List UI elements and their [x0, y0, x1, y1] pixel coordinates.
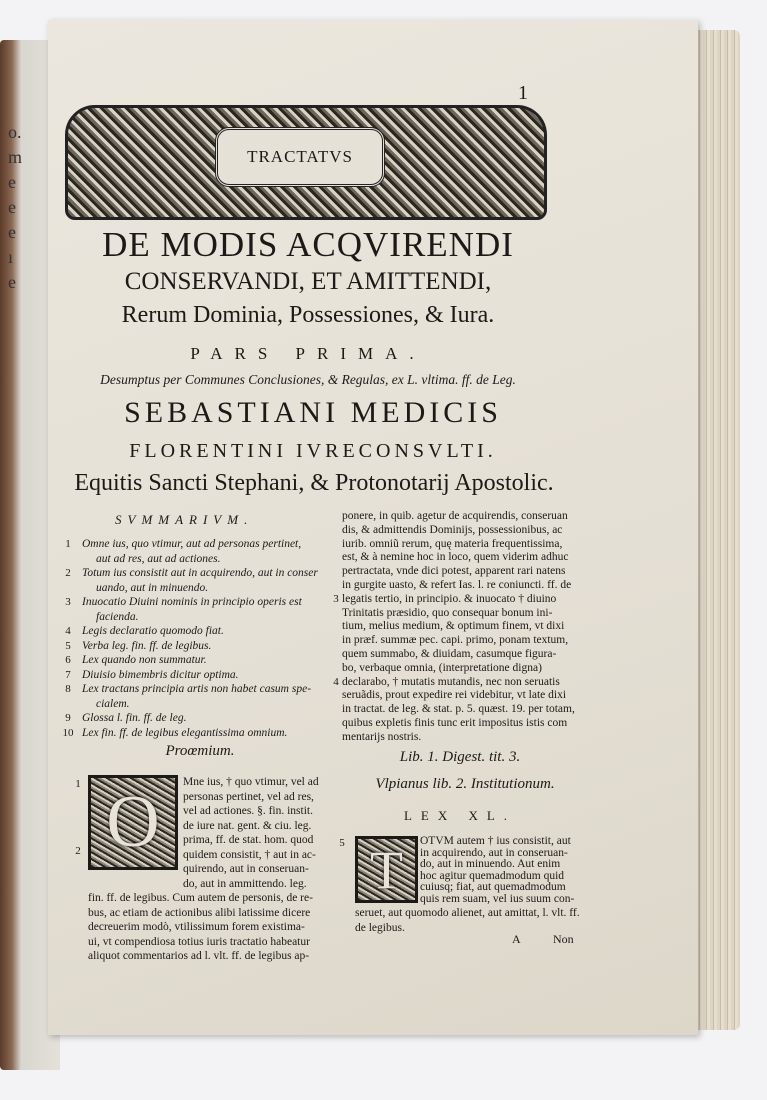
text-line: cuiusq; fiat, aut quemadmodum [420, 881, 566, 893]
text-line: decreuerim modò, vtilissimum forem existima- [88, 921, 305, 933]
text-line: in tractat. de leg. & stat. p. 5. quæst. 19. per totam, [342, 703, 575, 716]
item-number: 4 [65, 625, 71, 637]
text-line: do, aut in minuendo. Aut enim [420, 858, 561, 870]
item-line: aut ad res, aut ad actiones. [96, 552, 221, 565]
item-line: cialem. [96, 697, 130, 710]
text-line: vel ad actiones. §. fin. instit. [183, 805, 313, 817]
summary-item [62, 624, 332, 639]
text-line: tium, melius medium, & optimum finem, vt dixi [342, 620, 565, 633]
text-line: Trinitatis præsidio, quo consequar bonum ini- [342, 606, 553, 619]
text-line: quidem consistit, † aut in ac- [183, 848, 316, 861]
text-line: seruet, aut quomodo alienet, aut amittat, l. vlt. ff. [355, 907, 580, 919]
text-line: seruãdis, prout expedire rei videbitur, vt late dixi [342, 689, 567, 702]
summary-item [62, 566, 332, 595]
summary-item [62, 711, 332, 726]
text-line: quis rem suam, vel ius suum con- [420, 892, 575, 905]
summarium-heading: SVMMARIVM. [115, 512, 254, 527]
text-line: de iure nat. gent. & ciu. leg. [183, 819, 312, 832]
lex-text [420, 836, 574, 905]
text-line: aliquot commentarios ad l. vlt. ff. de legibus ap- [88, 950, 310, 962]
lex-reference: Lib. 1. Digest. tit. 3. [399, 749, 521, 765]
drop-cap-o: O [88, 775, 178, 870]
text-line: personas pertinet, vel ad res, [183, 790, 314, 803]
text-line: legatis tertio, in principio. & inuocato † diuino [342, 592, 557, 605]
item-line: facienda. [96, 610, 139, 623]
pars-prima: PARS PRIMA. [190, 344, 426, 363]
lex-author: Vlpianus lib. 2. Institutionum. [375, 776, 555, 792]
item-number: 5 [65, 639, 71, 652]
proemium-text [183, 775, 319, 891]
left-page-fragment: ı [8, 247, 14, 267]
proemium-text-continued [88, 891, 313, 964]
title-line-3: Rerum Dominia, Possessiones, & Iura. [121, 302, 495, 328]
title-line-2: CONSERVANDI, ET AMITTENDI, [124, 268, 492, 295]
item-line: Lex tractans principia artis non habet casum spe- [82, 683, 312, 695]
item-number: 1 [65, 538, 71, 550]
item-line: Totum ius consistit aut in acquirendo, aut in conser [82, 567, 318, 579]
text-line: prima, ff. de stat. hom. quod [183, 834, 314, 846]
item-number: 3 [65, 596, 71, 608]
text-line: Mne ius, † quo vtimur, vel ad [183, 776, 319, 788]
item-line: Glossa l. fin. ff. de leg. [82, 712, 187, 724]
text-line: mentarijs nostris. [342, 730, 422, 743]
summarium-list [62, 537, 332, 740]
signature-mark: A [512, 932, 521, 946]
author-titles: Equitis Sancti Stephani, & Protonotarij Apostolic. [74, 470, 554, 496]
item-number: 2 [65, 567, 71, 579]
summary-item [62, 682, 332, 711]
desumptus: Desumptus per Communes Conclusiones, & Regulas, ex L. vltima. ff. de Leg. [100, 372, 516, 387]
text-line: bo, verbaque omnia, (interpretatione digna) [342, 661, 542, 674]
margin-number: 1 [75, 778, 81, 790]
lex-heading: LEX XL. [403, 808, 517, 823]
item-line: Inuocatio Diuini nominis in principio operis est [82, 596, 302, 608]
text-line: quirendo, aut in conseruan- [183, 863, 309, 875]
item-line: uando, aut in minuendo. [96, 581, 209, 594]
summary-item [62, 653, 332, 668]
page-number: 1 [518, 82, 528, 104]
item-line: Lex quando non summatur. [82, 654, 207, 666]
item-number: 6 [65, 654, 71, 666]
text-line: ponere, in quib. agetur de acquirendis, conseruan [342, 510, 568, 522]
text-line: ui, vt compendiosa totius iuris tractatio habeatur [88, 935, 310, 948]
author-name: SEBASTIANI MEDICIS [124, 396, 502, 429]
catchword: Non [553, 932, 574, 946]
summary-item [62, 537, 332, 566]
text-line: hoc agitur quemadmodum quid [420, 869, 565, 882]
author-origin: FLORENTINI IVRECONSVLTI. [129, 440, 497, 462]
item-number: 7 [65, 668, 71, 681]
item-number: 8 [65, 683, 71, 695]
left-page-fragment: e [8, 272, 16, 292]
text-line: est, & à nemine hoc in loco, quem viderim adhuc [342, 551, 569, 564]
left-page-fragment: o. [8, 122, 22, 142]
summary-item [62, 639, 332, 654]
left-page-fragment: e [8, 222, 16, 242]
text-line: bus, ac etiam de actionibus alibi latissime dicere [88, 906, 311, 919]
right-column-text [330, 510, 595, 745]
left-page-fragment: e [8, 172, 16, 192]
margin-number: 2 [75, 845, 81, 857]
text-line: pertractata, vnde dici potest, apparent rari natens [342, 565, 566, 578]
item-line: Verba leg. fin. ff. de legibus. [82, 639, 212, 652]
summary-item [62, 726, 332, 741]
item-line: Omne ius, quo vtimur, aut ad personas pertinet, [82, 538, 302, 550]
text-line: OTVM autem † ius consistit, aut [420, 835, 571, 847]
item-line: Lex fin. ff. de legibus elegantissima omnium. [82, 726, 288, 739]
summary-item [62, 595, 332, 624]
summary-item [62, 668, 332, 683]
drop-cap-t: T [355, 836, 418, 903]
margin-number: 5 [339, 837, 345, 849]
text-line: do, aut in ammittendo. leg. [183, 877, 307, 890]
text-line: fin. ff. de legibus. Cum autem de personis, de re- [88, 892, 313, 904]
text-line: in acquirendo, aut in conseruan- [420, 846, 568, 859]
text-line: dis, & admittendis Dominijs, possessionibus, ac [342, 523, 563, 536]
left-page-fragment: m [8, 147, 23, 167]
left-page-fragments [8, 120, 38, 295]
margin-number: 4 [333, 675, 339, 688]
lex-text-continued [355, 906, 580, 935]
item-line: Diuisio bimembris dicitur optima. [82, 668, 239, 681]
text-line: de legibus. [355, 921, 405, 934]
text-line: declarabo, † mutatis mutandis, nec non seruatis [342, 675, 560, 688]
text-line: quibus expletis finis tunc erit impositus istis com [342, 716, 568, 729]
text-line: quem summabo, & diuidam, casumque figura- [342, 647, 557, 660]
item-number: 9 [65, 712, 71, 724]
text-line: in gurgite uasto, & refert Ias. l. re coniuncti. ff. de [342, 578, 572, 591]
text-line: in præf. summæ pec. capi. primo, ponam textum, [342, 634, 569, 647]
item-line: Legis declaratio quomodo fiat. [82, 625, 224, 637]
margin-number: 3 [333, 592, 339, 605]
text-line: iurib. omniũ rerum, quę materia frequentissima, [342, 537, 563, 550]
item-number: 10 [62, 726, 74, 739]
ornament-label: TRACTATVS [215, 127, 385, 187]
left-page-fragment: e [8, 197, 16, 217]
title-line-1: DE MODIS ACQVIRENDI [102, 225, 514, 264]
proemium-heading: Proœmium. [165, 743, 235, 759]
